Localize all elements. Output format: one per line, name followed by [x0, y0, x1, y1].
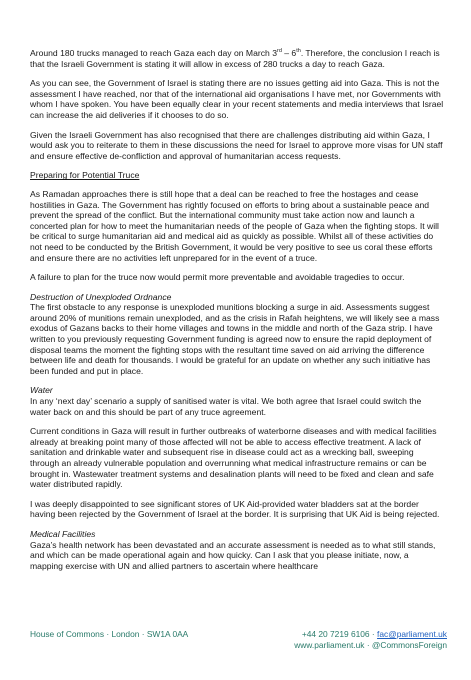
footer-contact	[294, 629, 447, 651]
paragraph-ordnance: The first obstacle to any response is unexploded munitions blocking a surge in aid. Assessments suggest around 20% of munitions remain unexploded, and as the crisis in Rafah heightens, we will likely see a mass exodus of Gazans backs to their home villages and towns in the middle and north of the Gaza strip. I have written to you previously requesting Government funding is agreed now to ensure the rapid deployment of disposal teams the moment the fighting stops with the resultant time saved on aid arriving the difference between life and death for thousands. I would be grateful for an update on whether any such initiative has been funded and put in place.	[30, 302, 440, 376]
letter-footer	[30, 629, 447, 679]
heading-medical-facilities: Medical Facilities	[30, 528, 96, 539]
paragraph-israel-assessment: As you can see, the Government of Israel is stating there are no issues getting aid into Gaza. This is not the assessment I have reached, nor that of the international aid organisations I have met, nor Governments with whom I have spoken. You have been equally clear in your recent statements and media interviews that Israel can increase the aid deliveries if it chooses to do so.	[30, 78, 444, 120]
heading-water: Water	[30, 385, 53, 396]
footer-phone-email	[294, 629, 447, 640]
paragraph-water-supply: In any ‘next day’ scenario a supply of sanitised water is vital. We both agree that Israel could switch the water back on and this should be part of any truce agreement.	[30, 396, 422, 417]
footer-website[interactable]: www.parliament.uk · @CommonsForeign	[294, 640, 447, 650]
heading-preparing-truce: Preparing for Potential Truce	[30, 170, 140, 181]
letter-body	[30, 0, 444, 580]
paragraph-failure-to-plan: A failure to plan for the truce now would permit more preventable and avoidable tragedies to occur.	[30, 272, 405, 283]
paragraph-health-network: Gaza’s health network has been devastated and an accurate assessment is needed as to what still stands, and which can be made operational again and how quicky. Can I ask that you please initiate, now, a mapping exercise with UN and allied partners to ascertain where healthcare	[30, 539, 436, 571]
paragraph-waterborne-disease: Current conditions in Gaza will result in further outbreaks of waterborne diseases and with medical facilities already at breaking point many of those affected will not be able to access effective treatment. A lack of sanitation and drinkable water and subsequent rise in disease could act as a wrecking ball, sweeping through an already vulnerable population and overrunning what medical infrastructure remains or can be brought in. Wastewater treatment systems and desalination plants will need to be fixed and clean and safe water distributed rapidly.	[30, 426, 437, 490]
heading-unexploded-ordnance: Destruction of Unexploded Ordnance	[30, 291, 172, 302]
superscript-th: th	[296, 48, 301, 55]
paragraph-ramadan: As Ramadan approaches there is still hope that a deal can be reached to free the hostages and cease hostilities in Gaza. The Government has rightly focused on efforts to bring about a sustainable peace and prevent the spread of the conflict. But the international community must take action now and launch a concerted plan for how to meet the humanitarian needs of the people of Gaza when the fighting stops. It will be critical to surge humanitarian aid and medical aid as quickly as possible. Whilst all of these activities do not need to be conducted by the British Government, it would be very positive to see us coral these efforts and ensure there are no activities left unprepared for in the event of a truce.	[30, 188, 439, 263]
paragraph-water-bladders: I was deeply disappointed to see significant stores of UK Aid-provided water bladders sat at the border having been rejected by the Government of Israel at the border. It is surprising that UK Aid is being rejected.	[30, 498, 440, 520]
superscript-rd: rd	[276, 48, 282, 55]
paragraph-text: . Therefore, the conclusion I reach is that the Israeli Government is stating it will allow in excess of 280 trucks a day to reach Gaza.	[30, 48, 440, 69]
paragraph-trucks	[30, 48, 444, 69]
paragraph-distribution: Given the Israeli Government has also recognised that there are challenges distributing aid within Gaza, I would ask you to reiterate to them in these discussions the need for Israel to approve more visas for UN staff and ensure effective de-confliction and approval of humanitarian access requests.	[30, 129, 443, 161]
footer-address: House of Commons · London · SW1A 0AA	[30, 629, 189, 639]
footer-email-link[interactable]: fac@parliament.uk	[377, 629, 447, 639]
paragraph-text: – 6	[281, 48, 297, 58]
footer-phone: +44 20 7219 6106 ·	[301, 629, 378, 639]
paragraph-text: Around 180 trucks managed to reach Gaza each day on March 3	[30, 48, 277, 58]
